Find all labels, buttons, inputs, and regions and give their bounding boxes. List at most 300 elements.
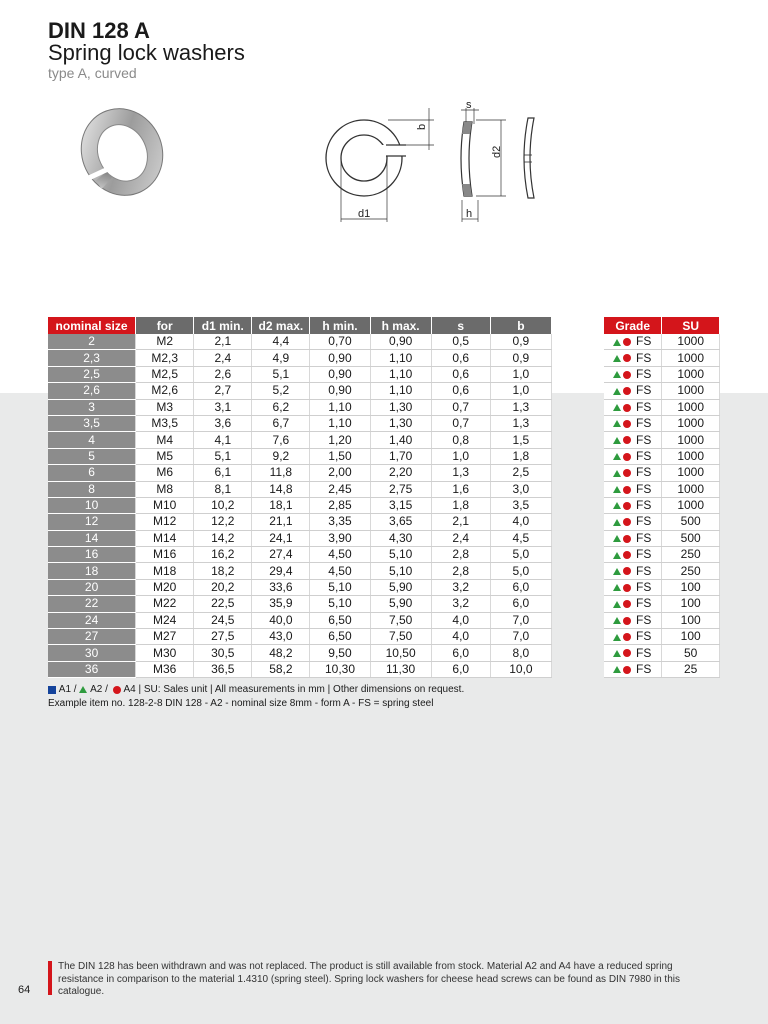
cell-for: M10 <box>136 497 194 513</box>
cell-b: 6,0 <box>490 579 551 595</box>
footnote-accent-bar <box>48 961 52 995</box>
product-type: type A, curved <box>48 65 137 81</box>
cell-for: M22 <box>136 596 194 612</box>
cell-h-min: 2,85 <box>310 497 370 513</box>
cell-d1-min: 10,2 <box>194 497 252 513</box>
table-row <box>48 514 552 530</box>
table-row <box>48 563 552 579</box>
cell-nominal-size: 36 <box>48 661 136 677</box>
cell-d2-max: 4,9 <box>252 350 310 366</box>
col-header-d1-min: d1 min. <box>194 317 252 334</box>
grade-row <box>604 448 720 464</box>
grade-row <box>604 612 720 628</box>
cell-d2-max: 14,8 <box>252 481 310 497</box>
grade-header-row <box>604 317 720 334</box>
washer-drawing <box>316 100 546 230</box>
cell-d1-min: 6,1 <box>194 465 252 481</box>
col-header-for: for <box>136 317 194 334</box>
cell-su: 1000 <box>662 432 720 448</box>
grade-row <box>604 497 720 513</box>
cell-nominal-size: 14 <box>48 530 136 546</box>
grade-value: FS <box>636 563 652 578</box>
cell-h-max: 1,30 <box>370 399 431 415</box>
cell-d1-min: 16,2 <box>194 547 252 563</box>
cell-d1-min: 12,2 <box>194 514 252 530</box>
page-number: 64 <box>18 984 31 996</box>
grade-value: FS <box>636 514 652 529</box>
cell-grade <box>604 661 662 677</box>
cell-s: 0,8 <box>431 432 490 448</box>
cell-b: 3,0 <box>490 481 551 497</box>
a4-dot-icon <box>623 436 631 444</box>
cell-for: M4 <box>136 432 194 448</box>
col-header-grade: Grade <box>604 317 662 334</box>
cell-grade <box>604 415 662 431</box>
a4-dot-icon <box>623 600 631 608</box>
cell-s: 4,0 <box>431 612 490 628</box>
grade-row <box>604 629 720 645</box>
a2-triangle-icon <box>613 634 621 641</box>
cell-h-min: 1,10 <box>310 415 370 431</box>
table-row <box>48 612 552 628</box>
cell-s: 3,2 <box>431 579 490 595</box>
cell-s: 1,6 <box>431 481 490 497</box>
grade-row <box>604 415 720 431</box>
cell-s: 0,6 <box>431 383 490 399</box>
cell-s: 6,0 <box>431 661 490 677</box>
dim-h-label: h <box>466 208 473 220</box>
table-row <box>48 399 552 415</box>
a2-triangle-icon <box>613 568 621 575</box>
cell-d1-min: 2,7 <box>194 383 252 399</box>
legend-a1: A1 <box>58 684 72 695</box>
cell-d1-min: 30,5 <box>194 645 252 661</box>
cell-su: 50 <box>662 645 720 661</box>
a4-dot-icon <box>623 486 631 494</box>
cell-nominal-size: 4 <box>48 432 136 448</box>
cell-d1-min: 20,2 <box>194 579 252 595</box>
cell-su: 1000 <box>662 465 720 481</box>
cell-d2-max: 40,0 <box>252 612 310 628</box>
dim-b-label: b <box>416 123 428 130</box>
cell-su: 100 <box>662 612 720 628</box>
cell-b: 1,8 <box>490 448 551 464</box>
cell-d1-min: 14,2 <box>194 530 252 546</box>
cell-h-max: 10,50 <box>370 645 431 661</box>
cell-d2-max: 9,2 <box>252 448 310 464</box>
cell-nominal-size: 24 <box>48 612 136 628</box>
a4-dot-icon <box>113 686 121 694</box>
grade-value: FS <box>636 629 652 644</box>
dimensions-table-body <box>48 334 552 678</box>
cell-d2-max: 11,8 <box>252 465 310 481</box>
cell-nominal-size: 5 <box>48 448 136 464</box>
a4-dot-icon <box>623 371 631 379</box>
grade-row <box>604 661 720 677</box>
cell-h-min: 5,10 <box>310 596 370 612</box>
table-row <box>48 350 552 366</box>
cell-for: M2 <box>136 334 194 350</box>
grade-value: FS <box>636 350 652 365</box>
cell-grade <box>604 448 662 464</box>
a2-triangle-icon <box>613 388 621 395</box>
a2-triangle-icon <box>613 519 621 526</box>
cell-su: 1000 <box>662 366 720 382</box>
grade-row <box>604 366 720 382</box>
cell-b: 7,0 <box>490 629 551 645</box>
a2-triangle-icon <box>613 552 621 559</box>
cell-grade <box>604 563 662 579</box>
cell-su: 1000 <box>662 448 720 464</box>
cell-grade <box>604 629 662 645</box>
cell-h-max: 2,20 <box>370 465 431 481</box>
cell-s: 4,0 <box>431 629 490 645</box>
cell-h-min: 0,90 <box>310 350 370 366</box>
grade-row <box>604 334 720 350</box>
cell-h-min: 4,50 <box>310 563 370 579</box>
a4-dot-icon <box>623 354 631 362</box>
cell-s: 1,0 <box>431 448 490 464</box>
a2-triangle-icon <box>613 339 621 346</box>
grade-value: FS <box>636 334 652 349</box>
a4-dot-icon <box>623 387 631 395</box>
cell-h-max: 2,75 <box>370 481 431 497</box>
cell-s: 0,6 <box>431 366 490 382</box>
cell-d2-max: 33,6 <box>252 579 310 595</box>
cell-h-max: 4,30 <box>370 530 431 546</box>
grade-value: FS <box>636 366 652 381</box>
cell-d1-min: 18,2 <box>194 563 252 579</box>
cell-for: M5 <box>136 448 194 464</box>
cell-b: 10,0 <box>490 661 551 677</box>
table-row <box>48 465 552 481</box>
cell-s: 0,7 <box>431 399 490 415</box>
cell-su: 500 <box>662 514 720 530</box>
a2-triangle-icon <box>613 420 621 427</box>
a2-triangle-icon <box>613 650 621 657</box>
cell-b: 6,0 <box>490 596 551 612</box>
grade-value: FS <box>636 645 652 660</box>
cell-d2-max: 35,9 <box>252 596 310 612</box>
grade-value: FS <box>636 530 652 545</box>
table-row <box>48 448 552 464</box>
cell-nominal-size: 2,6 <box>48 383 136 399</box>
table-row <box>48 481 552 497</box>
grade-value: FS <box>636 547 652 562</box>
cell-grade <box>604 432 662 448</box>
cell-grade <box>604 612 662 628</box>
legend-separator: / <box>73 684 77 695</box>
grade-row <box>604 547 720 563</box>
cell-h-max: 3,65 <box>370 514 431 530</box>
grade-row <box>604 399 720 415</box>
cell-d2-max: 4,4 <box>252 334 310 350</box>
a2-triangle-icon <box>613 486 621 493</box>
cell-h-min: 4,50 <box>310 547 370 563</box>
col-header-su: SU <box>662 317 720 334</box>
cell-b: 0,9 <box>490 350 551 366</box>
cell-nominal-size: 20 <box>48 579 136 595</box>
cell-h-max: 7,50 <box>370 612 431 628</box>
grade-row <box>604 383 720 399</box>
cell-h-max: 5,10 <box>370 563 431 579</box>
col-header-h-max: h max. <box>370 317 431 334</box>
cell-nominal-size: 3 <box>48 399 136 415</box>
cell-grade <box>604 481 662 497</box>
a2-triangle-icon <box>613 502 621 509</box>
a4-dot-icon <box>623 453 631 461</box>
cell-for: M12 <box>136 514 194 530</box>
cell-d1-min: 3,6 <box>194 415 252 431</box>
cell-su: 25 <box>662 661 720 677</box>
cell-h-min: 6,50 <box>310 612 370 628</box>
page-subtitle: Spring lock washers <box>48 40 245 65</box>
cell-d2-max: 18,1 <box>252 497 310 513</box>
cell-su: 1000 <box>662 415 720 431</box>
cell-nominal-size: 3,5 <box>48 415 136 431</box>
a4-dot-icon <box>623 420 631 428</box>
cell-nominal-size: 27 <box>48 629 136 645</box>
cell-h-max: 0,90 <box>370 334 431 350</box>
cell-b: 4,5 <box>490 530 551 546</box>
cell-h-min: 1,20 <box>310 432 370 448</box>
cell-nominal-size: 2 <box>48 334 136 350</box>
cell-b: 1,5 <box>490 432 551 448</box>
cell-s: 2,4 <box>431 530 490 546</box>
cell-grade <box>604 579 662 595</box>
cell-h-min: 3,90 <box>310 530 370 546</box>
table-row <box>48 415 552 431</box>
cell-h-max: 1,10 <box>370 383 431 399</box>
cell-su: 100 <box>662 596 720 612</box>
table-row <box>48 661 552 677</box>
cell-s: 3,2 <box>431 596 490 612</box>
cell-h-min: 2,00 <box>310 465 370 481</box>
grade-value: FS <box>636 448 652 463</box>
cell-nominal-size: 10 <box>48 497 136 513</box>
grade-row <box>604 563 720 579</box>
cell-h-max: 3,15 <box>370 497 431 513</box>
dim-d2-label: d2 <box>491 145 503 158</box>
dimensions-header-row <box>48 317 552 334</box>
table-row <box>48 530 552 546</box>
cell-nominal-size: 12 <box>48 514 136 530</box>
legend-notes: | SU: Sales unit | All measurements in mm | Other dimensions on request. <box>138 684 465 695</box>
grade-table-body <box>604 334 720 678</box>
cell-d1-min: 2,6 <box>194 366 252 382</box>
cell-for: M20 <box>136 579 194 595</box>
cell-d1-min: 5,1 <box>194 448 252 464</box>
cell-h-min: 3,35 <box>310 514 370 530</box>
cell-su: 1000 <box>662 334 720 350</box>
cell-grade <box>604 465 662 481</box>
a4-dot-icon <box>623 649 631 657</box>
cell-h-max: 7,50 <box>370 629 431 645</box>
cell-for: M18 <box>136 563 194 579</box>
cell-grade <box>604 547 662 563</box>
cell-for: M27 <box>136 629 194 645</box>
cell-grade <box>604 399 662 415</box>
cell-for: M3,5 <box>136 415 194 431</box>
a4-dot-icon <box>623 404 631 412</box>
cell-h-max: 1,10 <box>370 350 431 366</box>
cell-for: M24 <box>136 612 194 628</box>
a4-dot-icon <box>623 666 631 674</box>
cell-su: 1000 <box>662 399 720 415</box>
cell-grade <box>604 383 662 399</box>
grade-row <box>604 481 720 497</box>
cell-su: 1000 <box>662 497 720 513</box>
cell-d1-min: 8,1 <box>194 481 252 497</box>
dimensions-table <box>48 317 552 678</box>
cell-d1-min: 3,1 <box>194 399 252 415</box>
cell-d1-min: 36,5 <box>194 661 252 677</box>
cell-d1-min: 2,4 <box>194 350 252 366</box>
cell-d1-min: 22,5 <box>194 596 252 612</box>
a4-dot-icon <box>623 551 631 559</box>
grade-row <box>604 432 720 448</box>
table-row <box>48 547 552 563</box>
cell-d2-max: 6,7 <box>252 415 310 431</box>
a2-triangle-icon <box>613 601 621 608</box>
grade-value: FS <box>636 612 652 627</box>
cell-d2-max: 6,2 <box>252 399 310 415</box>
cell-nominal-size: 18 <box>48 563 136 579</box>
cell-s: 2,8 <box>431 547 490 563</box>
cell-h-min: 1,10 <box>310 399 370 415</box>
footnote: The DIN 128 has been withdrawn and was not replaced. The product is still available from stock. Material A2 and A4 have a reduced spring resistance in comparison to the material 1.4310 (spring steel). Spring lock washers for cheese head screws can be found as DIN 7980 in this catalogue. <box>58 961 680 997</box>
cell-d2-max: 27,4 <box>252 547 310 563</box>
cell-grade <box>604 530 662 546</box>
cell-su: 100 <box>662 629 720 645</box>
cell-s: 1,8 <box>431 497 490 513</box>
cell-grade <box>604 645 662 661</box>
cell-nominal-size: 8 <box>48 481 136 497</box>
cell-h-min: 0,90 <box>310 366 370 382</box>
cell-b: 5,0 <box>490 563 551 579</box>
table-row <box>48 366 552 382</box>
cell-b: 1,0 <box>490 383 551 399</box>
cell-h-min: 0,70 <box>310 334 370 350</box>
cell-d2-max: 24,1 <box>252 530 310 546</box>
legend-a4: A4 <box>123 684 136 695</box>
cell-b: 3,5 <box>490 497 551 513</box>
cell-h-max: 1,30 <box>370 415 431 431</box>
cell-h-min: 5,10 <box>310 579 370 595</box>
table-row <box>48 645 552 661</box>
cell-for: M30 <box>136 645 194 661</box>
a4-dot-icon <box>623 338 631 346</box>
cell-h-min: 1,50 <box>310 448 370 464</box>
table-row <box>48 579 552 595</box>
dim-d1-label: d1 <box>358 208 371 220</box>
grade-value: FS <box>636 498 652 513</box>
cell-for: M2,5 <box>136 366 194 382</box>
cell-h-max: 1,40 <box>370 432 431 448</box>
cell-s: 2,8 <box>431 563 490 579</box>
cell-d2-max: 48,2 <box>252 645 310 661</box>
cell-b: 1,3 <box>490 399 551 415</box>
cell-s: 2,1 <box>431 514 490 530</box>
cell-d1-min: 4,1 <box>194 432 252 448</box>
a2-triangle-icon <box>613 371 621 378</box>
legend-separator: / <box>105 684 108 695</box>
cell-d1-min: 2,1 <box>194 334 252 350</box>
grade-value: FS <box>636 596 652 611</box>
a4-dot-icon <box>623 469 631 477</box>
a2-triangle-icon <box>613 404 621 411</box>
grade-value: FS <box>636 399 652 414</box>
cell-b: 7,0 <box>490 612 551 628</box>
cell-b: 1,3 <box>490 415 551 431</box>
col-header-nominal-size: nominal size <box>48 317 136 334</box>
a1-square-icon <box>48 686 56 694</box>
grade-row <box>604 465 720 481</box>
grade-table <box>604 317 720 678</box>
a4-dot-icon <box>623 633 631 641</box>
cell-s: 6,0 <box>431 645 490 661</box>
cell-nominal-size: 30 <box>48 645 136 661</box>
cell-d2-max: 58,2 <box>252 661 310 677</box>
cell-nominal-size: 2,3 <box>48 350 136 366</box>
cell-d1-min: 27,5 <box>194 629 252 645</box>
cell-s: 0,7 <box>431 415 490 431</box>
cell-nominal-size: 16 <box>48 547 136 563</box>
grade-value: FS <box>636 432 652 447</box>
grade-value: FS <box>636 465 652 480</box>
a2-triangle-icon <box>613 666 621 673</box>
cell-d2-max: 5,2 <box>252 383 310 399</box>
a4-dot-icon <box>623 518 631 526</box>
grade-value: FS <box>636 416 652 431</box>
cell-for: M3 <box>136 399 194 415</box>
cell-for: M14 <box>136 530 194 546</box>
cell-su: 500 <box>662 530 720 546</box>
cell-h-max: 1,10 <box>370 366 431 382</box>
cell-nominal-size: 6 <box>48 465 136 481</box>
cell-grade <box>604 596 662 612</box>
a2-triangle-icon <box>613 355 621 362</box>
page-title: DIN 128 A <box>48 18 150 43</box>
cell-b: 2,5 <box>490 465 551 481</box>
a2-triangle-icon <box>613 584 621 591</box>
a2-triangle-icon <box>613 437 621 444</box>
cell-h-max: 5,90 <box>370 579 431 595</box>
cell-grade <box>604 334 662 350</box>
cell-s: 0,5 <box>431 334 490 350</box>
cell-grade <box>604 366 662 382</box>
cell-s: 0,6 <box>431 350 490 366</box>
cell-d2-max: 29,4 <box>252 563 310 579</box>
grade-row <box>604 579 720 595</box>
a2-triangle-icon <box>613 453 621 460</box>
cell-grade <box>604 514 662 530</box>
a2-triangle-icon <box>613 470 621 477</box>
a2-triangle-icon <box>613 617 621 624</box>
cell-d2-max: 5,1 <box>252 366 310 382</box>
table-row <box>48 596 552 612</box>
cell-h-max: 11,30 <box>370 661 431 677</box>
grade-value: FS <box>636 383 652 398</box>
a4-dot-icon <box>623 617 631 625</box>
grade-row <box>604 350 720 366</box>
grade-row <box>604 596 720 612</box>
a2-triangle-icon <box>613 535 621 542</box>
cell-su: 1000 <box>662 350 720 366</box>
grade-row <box>604 530 720 546</box>
cell-for: M36 <box>136 661 194 677</box>
col-header-s: s <box>431 317 490 334</box>
